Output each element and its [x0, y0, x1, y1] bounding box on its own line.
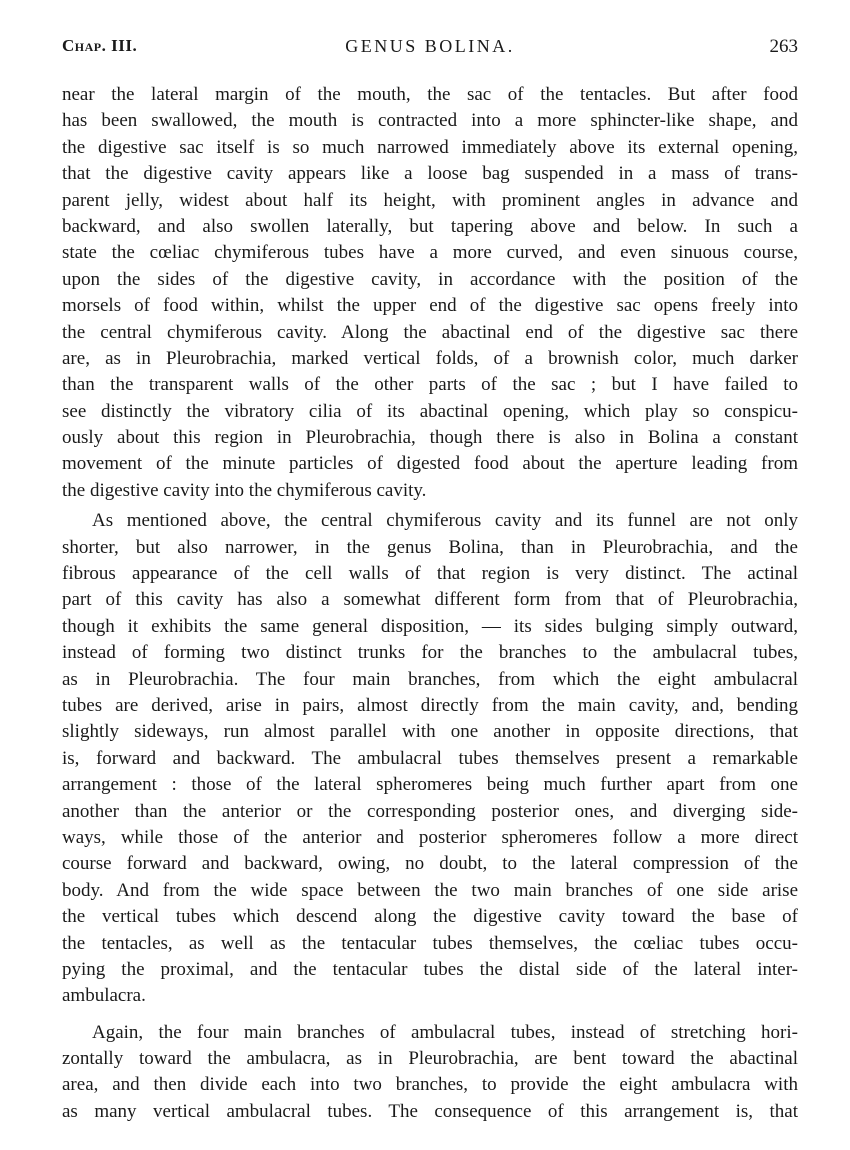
- text-line: that the digestive cavity appears like a loose bag suspended in a mass of trans-: [62, 163, 798, 185]
- text-line: state the cœliac chymiferous tubes have a more curved, and even sinuous course,: [62, 242, 798, 264]
- page-number: 263: [769, 36, 798, 57]
- text-line: movement of the minute particles of digested food about the aperture leading from: [62, 453, 798, 475]
- text-line: ously about this region in Pleurobrachia, though there is also in Bolina a constant: [62, 427, 798, 449]
- text-line: has been swallowed, the mouth is contracted into a more sphincter-like shape, and: [62, 110, 798, 132]
- text-line: As mentioned above, the central chymiferous cavity and its funnel are not only: [92, 510, 798, 532]
- paragraph-2: [62, 508, 798, 1009]
- text-line: shorter, but also narrower, in the genus Bolina, than in Pleurobrachia, and the: [62, 536, 798, 558]
- paragraph-1: [62, 82, 798, 504]
- text-line: ways, while those of the anterior and posterior spheromeres follow a more direct: [62, 826, 798, 848]
- text-line: upon the sides of the digestive cavity, in accordance with the position of the: [62, 268, 798, 290]
- paragraph-3: [62, 1020, 798, 1126]
- text-line: are, as in Pleurobrachia, marked vertical folds, of a brownish color, much darker: [62, 347, 798, 369]
- text-line: fibrous appearance of the cell walls of that region is very distinct. The actinal: [62, 563, 798, 585]
- text-line: arrangement : those of the lateral spheromeres being much further apart from one: [62, 774, 798, 796]
- text-line: backward, and also swollen laterally, but tapering above and below. In such a: [62, 215, 798, 237]
- text-line: morsels of food within, whilst the upper end of the digestive sac opens freely into: [62, 295, 798, 317]
- text-line: tubes are derived, arise in pairs, almost directly from the main cavity, and, bending: [62, 694, 798, 716]
- text-line: course forward and backward, owing, no doubt, to the lateral compression of the: [62, 853, 798, 875]
- text-line: the digestive cavity into the chymiferous cavity.: [62, 479, 427, 501]
- running-title: GENUS BOLINA.: [345, 36, 515, 56]
- text-line: the vertical tubes which descend along the digestive cavity toward the base of: [62, 906, 798, 928]
- text-line: body. And from the wide space between the two main branches of one side arise: [62, 879, 798, 901]
- text-line: parent jelly, widest about half its height, with prominent angles in advance and: [62, 189, 798, 211]
- text-line: pying the proximal, and the tentacular tubes the distal side of the lateral inter-: [62, 958, 798, 980]
- running-head: [62, 36, 798, 60]
- text-line: as many vertical ambulacral tubes. The consequence of this arrangement is, that: [62, 1100, 798, 1122]
- text-line: near the lateral margin of the mouth, the sac of the tentacles. But after food: [62, 84, 798, 105]
- body-text: [62, 82, 798, 1125]
- text-line: see distinctly the vibratory cilia of its abactinal opening, which play so conspicu-: [62, 400, 798, 422]
- text-line: is, forward and backward. The ambulacral tubes themselves present a remarkable: [62, 747, 798, 769]
- text-line: the digestive sac itself is so much narrowed immediately above its external opening,: [62, 136, 798, 158]
- text-line: Again, the four main branches of ambulacral tubes, instead of stretching hori-: [92, 1021, 798, 1043]
- text-line: area, and then divide each into two branches, to provide the eight ambulacra with: [62, 1074, 798, 1096]
- text-line: zontally toward the ambulacra, as in Pleurobrachia, are bent toward the abactinal: [62, 1048, 798, 1070]
- text-line: the central chymiferous cavity. Along the abactinal end of the digestive sac there: [62, 321, 798, 343]
- text-line: as in Pleurobrachia. The four main branches, from which the eight ambulacral: [62, 668, 798, 690]
- text-line: though it exhibits the same general disposition, — its sides bulging simply outward,: [62, 615, 798, 637]
- text-line: ambulacra.: [62, 985, 146, 1007]
- text-line: slightly sideways, run almost parallel with one another in opposite directions, that: [62, 721, 798, 743]
- text-line: part of this cavity has also a somewhat different form from that of Pleurobrachia,: [62, 589, 798, 611]
- text-line: another than the anterior or the corresponding posterior ones, and diverging side-: [62, 800, 798, 822]
- chapter-label: Chap. III.: [62, 36, 138, 55]
- text-line: instead of forming two distinct trunks for the branches to the ambulacral tubes,: [62, 642, 798, 664]
- text-line: the tentacles, as well as the tentacular tubes themselves, the cœliac tubes occu-: [62, 932, 798, 954]
- text-line: than the transparent walls of the other parts of the sac ; but I have failed to: [62, 374, 798, 396]
